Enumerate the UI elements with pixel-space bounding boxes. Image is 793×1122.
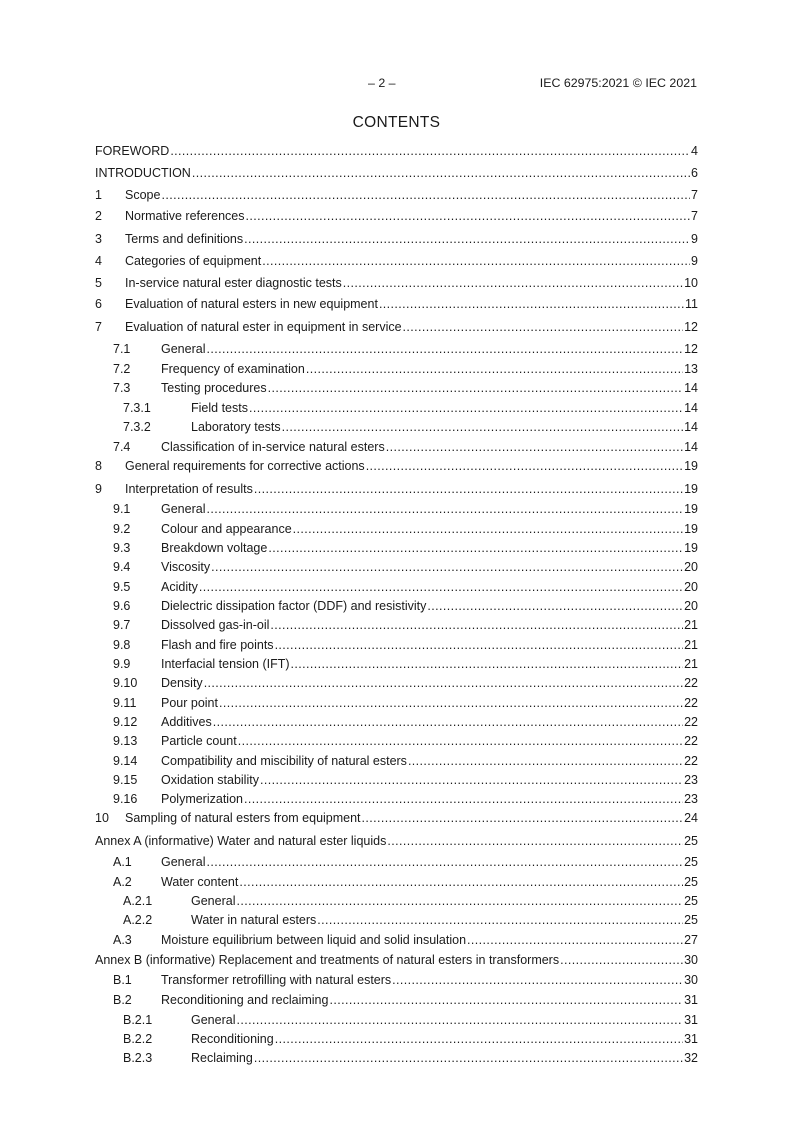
- toc-entry-label: Particle count: [161, 734, 237, 748]
- toc-entry-number: 5: [95, 276, 102, 290]
- toc-entry-page: 21: [684, 618, 698, 632]
- toc-entry[interactable]: [95, 754, 698, 771]
- toc-entry-number: A.2.1: [123, 894, 153, 908]
- toc-entry[interactable]: [95, 734, 698, 751]
- dot-leader: [239, 875, 683, 889]
- dot-leader: [254, 482, 683, 496]
- toc-entry[interactable]: [95, 166, 698, 183]
- toc-entry-number: 9: [95, 482, 102, 496]
- toc-entry-label: Frequency of examination: [161, 362, 305, 376]
- dot-leader: [408, 754, 683, 768]
- toc-entry[interactable]: [95, 188, 698, 205]
- dot-leader: [213, 715, 683, 729]
- dot-leader: [192, 166, 690, 180]
- toc-entry-page: 23: [684, 792, 698, 806]
- toc-entry-label: Acidity: [161, 580, 198, 594]
- toc-entry-label: Classification of in-service natural esters: [161, 440, 385, 454]
- dot-leader: [343, 276, 683, 290]
- toc-entry-label: Water content: [161, 875, 239, 889]
- dot-leader: [329, 993, 683, 1007]
- page-title: CONTENTS: [352, 114, 441, 131]
- toc-entry-number: 4: [95, 254, 102, 268]
- toc-entry[interactable]: [95, 618, 698, 635]
- toc-entry-label: Categories of equipment: [125, 254, 262, 268]
- toc-entry-number: 3: [95, 232, 102, 246]
- page-header: [0, 76, 793, 92]
- toc-entry-number: 9.10: [113, 676, 138, 690]
- toc-entry-label: Breakdown voltage: [161, 541, 268, 555]
- toc-entry-number: 7.1: [113, 342, 131, 356]
- toc-entry-number: 7.3.1: [123, 401, 151, 415]
- toc-entry[interactable]: [95, 1051, 698, 1068]
- toc-entry-page: 20: [684, 599, 698, 613]
- toc-entry-number: 9.1: [113, 502, 131, 516]
- toc-entry[interactable]: [95, 894, 698, 911]
- toc-entry-label: General requirements for corrective actions: [125, 459, 365, 473]
- toc-entry-page: 22: [684, 754, 698, 768]
- toc-entry-label: Oxidation stability: [161, 773, 259, 787]
- dot-leader: [254, 1051, 683, 1065]
- toc-entry-number: 6: [95, 297, 102, 311]
- toc-entry-page: 7: [691, 188, 698, 202]
- toc-entry[interactable]: [95, 811, 698, 828]
- toc-entry[interactable]: [95, 1032, 698, 1049]
- toc-entry-number: 10: [95, 811, 109, 825]
- dot-leader: [260, 773, 683, 787]
- toc-entry-number: 1: [95, 188, 102, 202]
- dot-leader: [199, 580, 683, 594]
- toc-entry-number: A.2: [113, 875, 132, 889]
- toc-entry-number: 9.12: [113, 715, 138, 729]
- toc-entry[interactable]: [95, 401, 698, 418]
- toc-entry[interactable]: [95, 933, 698, 950]
- dot-leader: [206, 502, 683, 516]
- toc-entry-page: 13: [684, 362, 698, 376]
- page-number: – 2 –: [368, 76, 396, 90]
- toc-entry-number: B.2.2: [123, 1032, 153, 1046]
- toc-entry[interactable]: [95, 459, 698, 476]
- toc-entry-label: Interpretation of results: [125, 482, 253, 496]
- toc-entry-page: 19: [684, 541, 698, 555]
- toc-entry-label: Annex B (informative) Replacement and treatments of natural esters in transformers: [95, 953, 560, 967]
- toc-entry-page: 14: [684, 401, 698, 415]
- dot-leader: [170, 144, 690, 158]
- toc-entry[interactable]: [95, 1013, 698, 1030]
- toc-entry-page: 30: [684, 973, 698, 987]
- toc-entry-page: 12: [684, 320, 698, 334]
- toc-entry-page: 30: [684, 953, 698, 967]
- toc-entry-page: 6: [691, 166, 698, 180]
- toc-entry-page: 22: [684, 696, 698, 710]
- toc-entry-page: 14: [684, 381, 698, 395]
- dot-leader: [161, 188, 690, 202]
- toc-entry-number: B.1: [113, 973, 132, 987]
- toc-entry-label: Scope: [125, 188, 161, 202]
- toc-entry[interactable]: [95, 342, 698, 359]
- toc-entry-page: 11: [685, 297, 698, 311]
- dot-leader: [467, 933, 683, 947]
- toc-entry-label: General: [161, 855, 206, 869]
- toc-entry-label: Moisture equilibrium between liquid and solid insulation: [161, 933, 467, 947]
- toc-entry-label: FOREWORD: [95, 144, 170, 158]
- toc-entry[interactable]: [95, 502, 698, 519]
- toc-entry[interactable]: [95, 913, 698, 930]
- toc-entry-number: 9.7: [113, 618, 131, 632]
- toc-entry-label: General: [191, 894, 236, 908]
- toc-entry-label: Terms and definitions: [125, 232, 244, 246]
- dot-leader: [236, 894, 683, 908]
- toc-entry[interactable]: [95, 696, 698, 713]
- dot-leader: [268, 381, 683, 395]
- toc-entry-page: 22: [684, 734, 698, 748]
- toc-entry-label: General: [161, 342, 206, 356]
- toc-entry-label: Testing procedures: [161, 381, 267, 395]
- toc-entry-label: General: [191, 1013, 236, 1027]
- toc-entry-label: Reconditioning and reclaiming: [161, 993, 329, 1007]
- toc-entry-number: 9.2: [113, 522, 131, 536]
- dot-leader: [219, 696, 683, 710]
- toc-entry-page: 19: [684, 459, 698, 473]
- toc-entry[interactable]: [95, 875, 698, 892]
- toc-entry-page: 21: [684, 638, 698, 652]
- toc-entry-label: Dissolved gas-in-oil: [161, 618, 270, 632]
- toc-entry-label: Reconditioning: [191, 1032, 274, 1046]
- toc-entry-page: 32: [684, 1051, 698, 1065]
- toc-entry[interactable]: [95, 362, 698, 379]
- toc-entry-number: 7.2: [113, 362, 131, 376]
- toc-entry-number: 9.16: [113, 792, 138, 806]
- toc-entry-page: 22: [684, 715, 698, 729]
- dot-leader: [246, 209, 691, 223]
- toc-entry-label: Laboratory tests: [191, 420, 281, 434]
- dot-leader: [244, 792, 683, 806]
- toc-entry-page: 20: [684, 560, 698, 574]
- dot-leader: [211, 560, 683, 574]
- dot-leader: [403, 320, 684, 334]
- toc-entry-page: 25: [684, 913, 698, 927]
- toc-entry-number: 9.9: [113, 657, 131, 671]
- dot-leader: [306, 362, 683, 376]
- toc-entry[interactable]: [95, 638, 698, 655]
- toc-entry[interactable]: [95, 792, 698, 809]
- toc-entry-label: Pour point: [161, 696, 218, 710]
- toc-entry-number: 9.13: [113, 734, 138, 748]
- toc-entry-page: 22: [684, 676, 698, 690]
- toc-entry[interactable]: [95, 973, 698, 990]
- toc-entry-label: Evaluation of natural esters in new equipment: [125, 297, 378, 311]
- toc-entry-label: Transformer retrofilling with natural esters: [161, 973, 392, 987]
- toc-entry-number: 9.11: [113, 696, 137, 710]
- toc-entry-number: 9.15: [113, 773, 138, 787]
- toc-entry[interactable]: [95, 855, 698, 872]
- toc-entry-number: B.2.3: [123, 1051, 153, 1065]
- toc-entry-page: 31: [684, 993, 698, 1007]
- toc-entry-number: 9.3: [113, 541, 131, 555]
- toc-entry[interactable]: [95, 254, 698, 271]
- dot-leader: [291, 657, 684, 671]
- dot-leader: [204, 676, 683, 690]
- dot-leader: [282, 420, 683, 434]
- dot-leader: [262, 254, 690, 268]
- toc-entry-number: 9.14: [113, 754, 138, 768]
- toc-entry-page: 31: [684, 1032, 698, 1046]
- dot-leader: [387, 834, 683, 848]
- toc-entry-page: 19: [684, 522, 698, 536]
- dot-leader: [236, 1013, 683, 1027]
- toc-entry-page: 14: [684, 440, 698, 454]
- toc-entry-label: Compatibility and miscibility of natural esters: [161, 754, 407, 768]
- dot-leader: [275, 1032, 683, 1046]
- toc-entry-page: 25: [684, 894, 698, 908]
- toc-entry[interactable]: [95, 144, 698, 161]
- toc-entry-page: 31: [684, 1013, 698, 1027]
- dot-leader: [206, 855, 683, 869]
- dot-leader: [275, 638, 684, 652]
- toc-entry-number: 9.5: [113, 580, 131, 594]
- toc-entry[interactable]: [95, 599, 698, 616]
- toc-entry[interactable]: [95, 676, 698, 693]
- toc-entry-number: 7.3: [113, 381, 131, 395]
- toc-entry[interactable]: [95, 580, 698, 597]
- toc-entry[interactable]: [95, 482, 698, 499]
- toc-entry-number: 7.4: [113, 440, 131, 454]
- toc-entry[interactable]: [95, 560, 698, 577]
- toc-entry-label: Density: [161, 676, 203, 690]
- toc-entry-label: Normative references: [125, 209, 245, 223]
- toc-entry-page: 10: [684, 276, 698, 290]
- toc-entry[interactable]: [95, 232, 698, 249]
- toc-entry-label: Flash and fire points: [161, 638, 274, 652]
- toc-entry-page: 14: [684, 420, 698, 434]
- toc-entry-page: 21: [684, 657, 698, 671]
- toc-entry-label: Viscosity: [161, 560, 211, 574]
- toc-entry[interactable]: [95, 953, 698, 970]
- dot-leader: [362, 811, 684, 825]
- toc-entry-page: 25: [684, 875, 698, 889]
- dot-leader: [238, 734, 683, 748]
- toc-entry-label: Interfacial tension (IFT): [161, 657, 290, 671]
- toc-entry-page: 9: [691, 254, 698, 268]
- toc-entry-page: 20: [684, 580, 698, 594]
- toc-entry-page: 25: [684, 855, 698, 869]
- dot-leader: [386, 440, 683, 454]
- toc-entry-label: Dielectric dissipation factor (DDF) and resistivity: [161, 599, 427, 613]
- toc-entry-number: 9.6: [113, 599, 131, 613]
- toc-entry[interactable]: [95, 541, 698, 558]
- toc-entry[interactable]: [95, 381, 698, 398]
- toc-entry[interactable]: [95, 715, 698, 732]
- toc-entry-label: Field tests: [191, 401, 248, 415]
- toc-entry-page: 27: [684, 933, 698, 947]
- toc-entry-number: 7: [95, 320, 102, 334]
- toc-entry[interactable]: [95, 420, 698, 437]
- toc-entry-label: Water in natural esters: [191, 913, 317, 927]
- toc-entry-label: In-service natural ester diagnostic tests: [125, 276, 342, 290]
- toc-entry-label: Additives: [161, 715, 212, 729]
- toc-entry-label: Polymerization: [161, 792, 243, 806]
- toc-entry[interactable]: [95, 276, 698, 293]
- dot-leader: [560, 953, 683, 967]
- toc-entry-label: Sampling of natural esters from equipment: [125, 811, 361, 825]
- toc-entry-label: Annex A (informative) Water and natural ester liquids: [95, 834, 387, 848]
- dot-leader: [270, 618, 683, 632]
- toc-entry-page: 9: [691, 232, 698, 246]
- toc-entry-page: 7: [691, 209, 698, 223]
- toc-entry-label: Colour and appearance: [161, 522, 292, 536]
- toc-entry-page: 19: [684, 482, 698, 496]
- dot-leader: [366, 459, 683, 473]
- toc-entry[interactable]: [95, 440, 698, 457]
- toc-entry-number: 7.3.2: [123, 420, 151, 434]
- toc-entry-number: A.3: [113, 933, 132, 947]
- toc-entry-number: 2: [95, 209, 102, 223]
- dot-leader: [392, 973, 683, 987]
- dot-leader: [427, 599, 683, 613]
- toc-entry-number: 9.4: [113, 560, 131, 574]
- toc-entry[interactable]: [95, 993, 698, 1010]
- toc-entry-page: 25: [684, 834, 698, 848]
- toc-entry-number: A.2.2: [123, 913, 153, 927]
- toc-entry[interactable]: [95, 209, 698, 226]
- dot-leader: [206, 342, 683, 356]
- toc-entry-page: 19: [684, 502, 698, 516]
- toc-entry-label: Evaluation of natural ester in equipment in service: [125, 320, 402, 334]
- dot-leader: [244, 232, 690, 246]
- dot-leader: [268, 541, 683, 555]
- toc-entry-label: General: [161, 502, 206, 516]
- toc-entry-page: 24: [684, 811, 698, 825]
- toc-entry-number: 8: [95, 459, 102, 473]
- toc-entry[interactable]: [95, 297, 698, 314]
- dot-leader: [317, 913, 683, 927]
- toc-entry[interactable]: [95, 320, 698, 337]
- dot-leader: [249, 401, 683, 415]
- toc-entry[interactable]: [95, 773, 698, 790]
- toc-entry[interactable]: [95, 657, 698, 674]
- toc-entry-number: 9.8: [113, 638, 131, 652]
- toc-entry-number: B.2: [113, 993, 132, 1007]
- toc-entry-label: Reclaiming: [191, 1051, 253, 1065]
- toc-entry-number: A.1: [113, 855, 132, 869]
- toc-entry[interactable]: [95, 834, 698, 851]
- document-id: IEC 62975:2021 © IEC 2021: [539, 76, 697, 90]
- toc-entry-page: 12: [684, 342, 698, 356]
- toc-entry-page: 4: [691, 144, 698, 158]
- toc-entry-label: INTRODUCTION: [95, 166, 191, 180]
- dot-leader: [379, 297, 684, 311]
- dot-leader: [293, 522, 683, 536]
- toc-entry[interactable]: [95, 522, 698, 539]
- toc-entry-number: B.2.1: [123, 1013, 153, 1027]
- toc-entry-page: 23: [684, 773, 698, 787]
